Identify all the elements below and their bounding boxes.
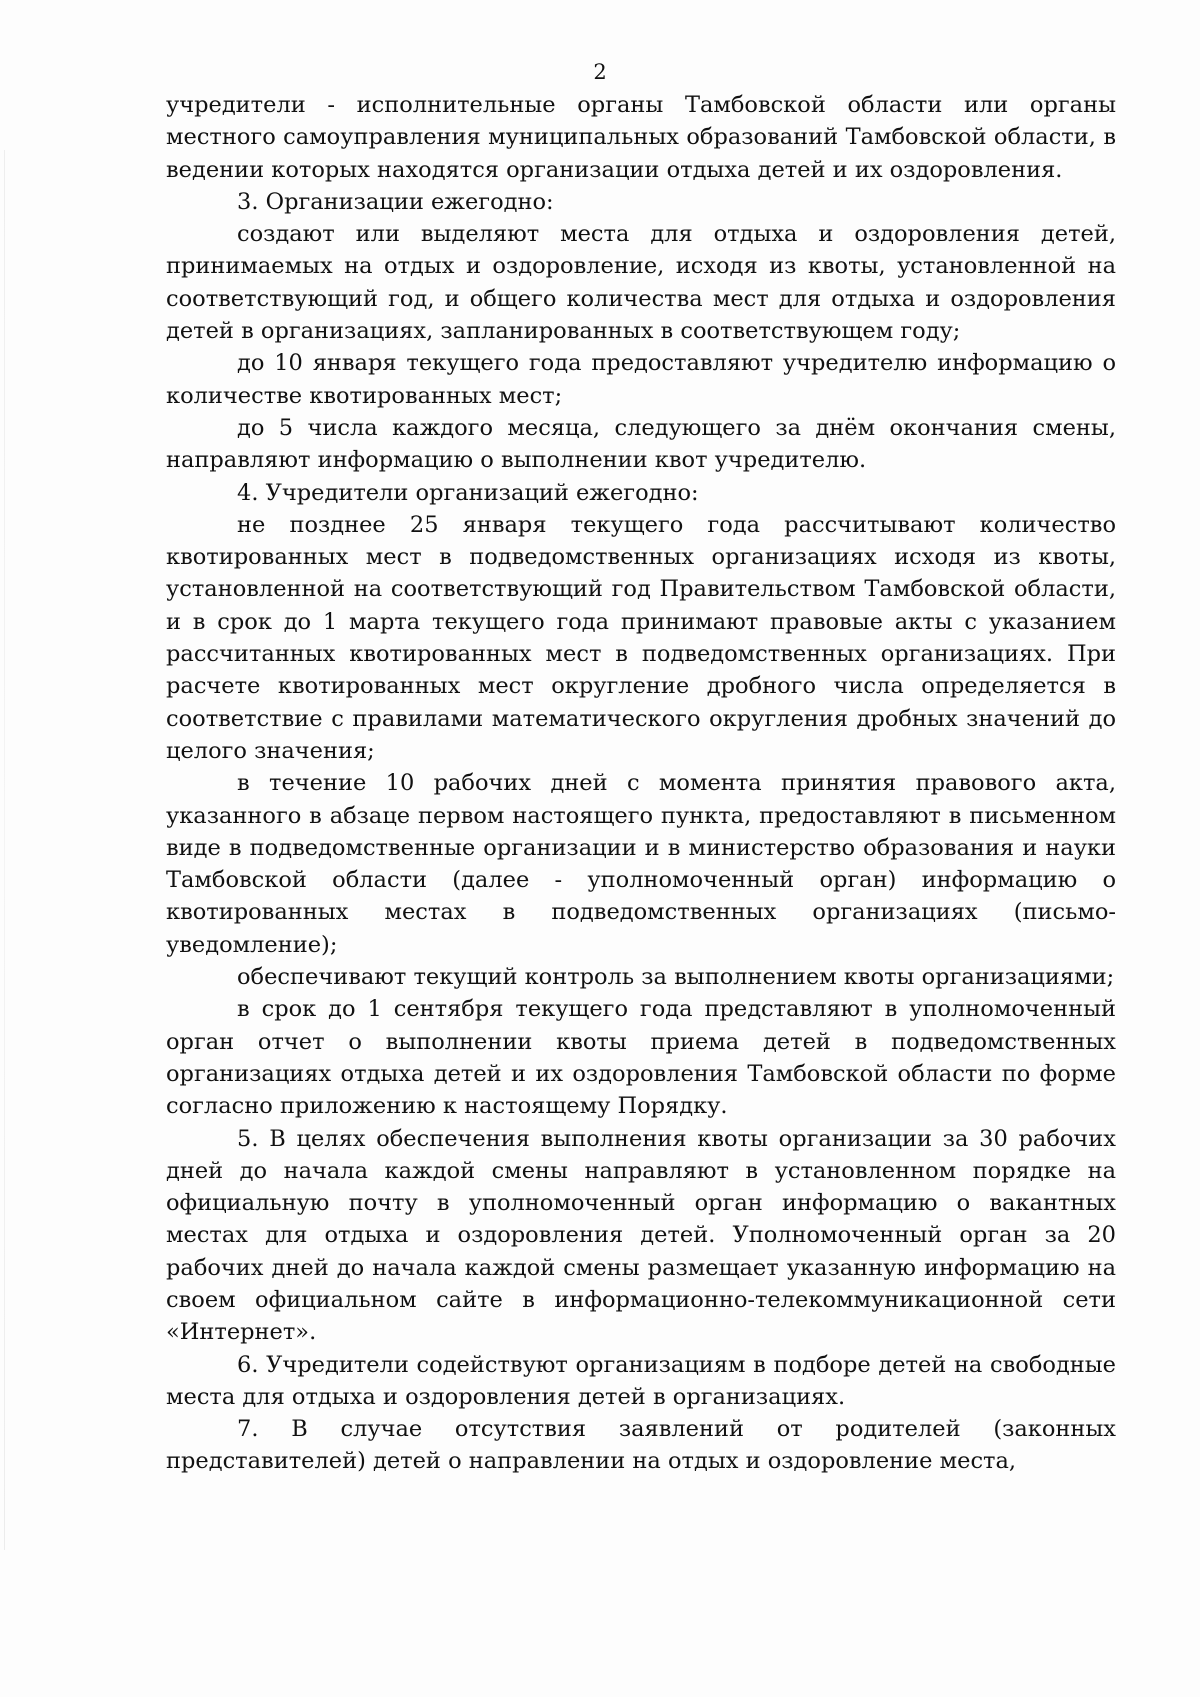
paragraph-item-3-monthly-report: до 5 числа каждого месяца, следующего за днём окончания смены, направляют информацию о выполнении квот учредителю. <box>166 414 1116 474</box>
paragraph-item-3-heading: 3. Организации ежегодно: <box>237 188 554 215</box>
paragraph-item-5: 5. В целях обеспечения выполнения квоты организации за 30 рабочих дней до начала каждой смены направляют в установленном порядке на официальную почту в уполномоченный орган информацию о вакантных местах для отдыха и оздоровления детей. Уполномоченный орган за 20 рабочих дней до начала каждой смены размещает указанную информацию на своем официальном сайте в информационно-телекоммуникационной сети «Интернет». <box>166 1125 1116 1346</box>
paragraph-item-4-calculate-quota: не позднее 25 января текущего года рассчитывают количество квотированных мест в подведомственных организациях исходя из квоты, установленной на соответствующий год Правительством Тамбовской области, и в срок до 1 марта текущего года принимают правовые акты с указанием рассчитанных квотированных мест в подведомственных организациях. При расчете квотированных мест округление дробного числа определяется в соответствие с правилами математического округления дробных значений до целого значения; <box>166 511 1116 764</box>
paragraph-item-4-september-report: в срок до 1 сентября текущего года представляют в уполномоченный орган отчет о выполнении квоты приема детей в подведомственных организациях отдыха детей и их оздоровления Тамбовской области по форме согласно приложению к настоящему Порядку. <box>166 996 1116 1120</box>
paragraph-item-3-january-info: до 10 января текущего года предоставляют учредителю информацию о количестве квотированных мест; <box>166 350 1116 409</box>
document-body <box>166 89 1116 1478</box>
paragraph-item-4-notify: в течение 10 рабочих дней с момента принятия правового акта, указанного в абзаце первом настоящего пункта, предоставляют в письменном виде в подведомственные организации и в министерство образования и науки Тамбовской области (далее - уполномоченный орган) информацию о квотированных местах в подведомственных организациях (письмо-уведомление); <box>166 770 1116 958</box>
paragraph-item-6: 6. Учредители содействуют организациям в подборе детей на свободные места для отдыха и оздоровления детей в организациях. <box>166 1351 1116 1410</box>
paragraph-founders-continuation: учредители - исполнительные органы Тамбовской области или органы местного самоуправления муниципальных образований Тамбовской области, в ведении которых находятся организации отдыха детей и их оздоровления. <box>166 92 1116 183</box>
paragraph-item-4-control: обеспечивают текущий контроль за выполнением квоты организациями; <box>237 964 1115 991</box>
scan-edge-shadow <box>4 150 5 1550</box>
page-number: 2 <box>593 60 607 84</box>
paragraph-item-3-create-places: создают или выделяют места для отдыха и оздоровления детей, принимаемых на отдых и оздоровление, исходя из квоты, установленной на соответствующий год, и общего количества мест для отдыха и оздоровления детей в организациях, запланированных в соответствующем году; <box>166 221 1116 345</box>
paragraph-item-7: 7. В случае отсутствия заявлений от родителей (законных представителей) детей о направлении на отдых и оздоровление места, <box>166 1416 1116 1475</box>
paragraph-item-4-heading: 4. Учредители организаций ежегодно: <box>237 479 699 506</box>
